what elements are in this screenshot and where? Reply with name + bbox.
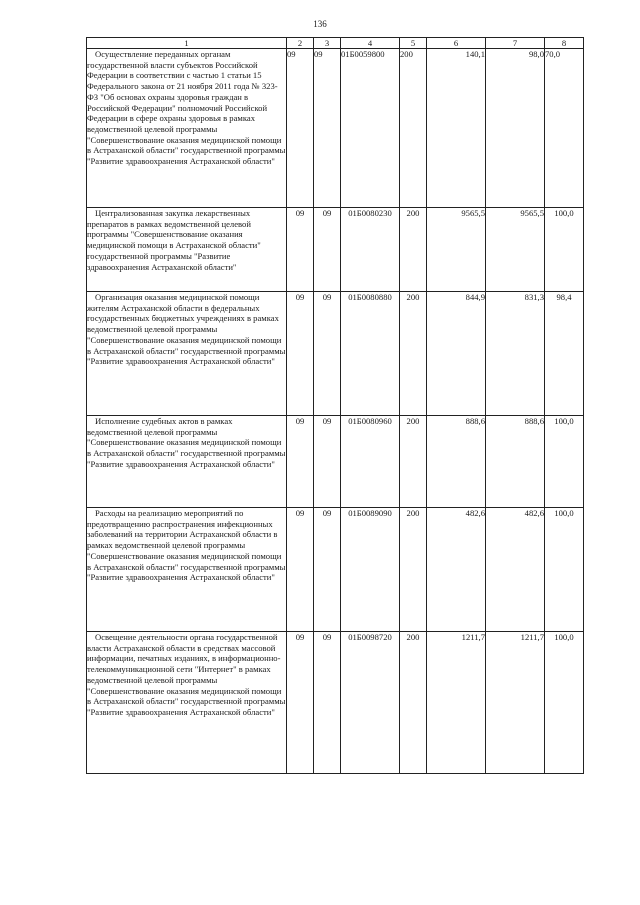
actual-amount-cell: 888,6 — [486, 416, 545, 508]
subsection-code-cell: 09 — [314, 49, 341, 208]
subsection-code-cell: 09 — [314, 508, 341, 632]
column-header: 8 — [545, 38, 584, 49]
planned-amount-cell: 482,6 — [427, 508, 486, 632]
expense-type-cell: 200 — [400, 632, 427, 774]
header-row — [87, 38, 584, 49]
expense-type-cell: 200 — [400, 49, 427, 208]
subsection-code-cell: 09 — [314, 416, 341, 508]
target-article-cell: 01Б0098720 — [341, 632, 400, 774]
actual-amount-cell: 1211,7 — [486, 632, 545, 774]
row-description: Организация оказания медицинской помощи жителям Астраханской области в федеральных государственных бюджетных учреждениях в рамках ведомственной целевой программы "Совершенствование оказания медицинской помощи в Астраханской области" государственной программы "Развитие здравоохранения Астраханской области" — [87, 292, 286, 367]
planned-amount-cell: 140,1 — [427, 49, 486, 208]
description-cell — [87, 49, 287, 208]
planned-amount-cell: 888,6 — [427, 416, 486, 508]
target-article-cell: 01Б0089090 — [341, 508, 400, 632]
table-row — [87, 416, 584, 508]
expense-type-cell: 200 — [400, 208, 427, 292]
target-article-cell: 01Б0080230 — [341, 208, 400, 292]
actual-amount-cell: 482,6 — [486, 508, 545, 632]
column-header: 2 — [287, 38, 314, 49]
expense-type-cell: 200 — [400, 508, 427, 632]
column-header: 3 — [314, 38, 341, 49]
table-row — [87, 49, 584, 208]
subsection-code-cell: 09 — [314, 208, 341, 292]
column-header: 6 — [427, 38, 486, 49]
row-description: Исполнение судебных актов в рамках ведомственной целевой программы "Совершенствование оказания медицинской помощи в Астраханской области" государственной программы "Развитие здравоохранения Астраханской области" — [87, 416, 286, 469]
planned-amount-cell: 1211,7 — [427, 632, 486, 774]
description-cell — [87, 632, 287, 774]
table-row — [87, 508, 584, 632]
row-description: Расходы на реализацию мероприятий по предотвращению распространения инфекционных заболеваний на территории Астраханской области в рамках ведомственной целевой программы "Совершенствование оказания медицинской помощи в Астраханской области" государственной программы "Развитие здравоохранения Астраханской области" — [87, 508, 286, 583]
target-article-cell: 01Б0059800 — [341, 49, 400, 208]
description-cell — [87, 416, 287, 508]
percent-cell: 100,0 — [545, 416, 584, 508]
row-description: Осуществление переданных органам государственной власти субъектов Российской Федерации в соответствии с частью 1 статьи 15 Федерального закона от 21 ноября 2011 года № 323-ФЗ "Об основах охраны здоровья граждан в Российской Федерации" полномочий Российской Федерации в сфере охраны здоровья в рамках ведомственной целевой программы "Совершенствование оказания медицинской помощи в Астраханской области" государственной программы "Развитие здравоохранения Астраханской области" — [87, 49, 286, 167]
percent-cell: 100,0 — [545, 632, 584, 774]
expense-type-cell: 200 — [400, 416, 427, 508]
actual-amount-cell: 9565,5 — [486, 208, 545, 292]
target-article-cell: 01Б0080880 — [341, 292, 400, 416]
section-code-cell: 09 — [287, 508, 314, 632]
description-cell — [87, 292, 287, 416]
percent-cell: 100,0 — [545, 508, 584, 632]
description-cell — [87, 208, 287, 292]
column-header: 7 — [486, 38, 545, 49]
actual-amount-cell: 831,3 — [486, 292, 545, 416]
description-cell — [87, 508, 287, 632]
row-description: Централизованная закупка лекарственных препаратов в рамках ведомственной целевой программы "Совершенствование оказания медицинской помощи в Астраханской области" государственной программы "Развитие здравоохранения Астраханской области" — [87, 208, 261, 272]
section-code-cell: 09 — [287, 416, 314, 508]
table-row — [87, 208, 584, 292]
percent-cell: 98,4 — [545, 292, 584, 416]
target-article-cell: 01Б0080960 — [341, 416, 400, 508]
percent-cell: 100,0 — [545, 208, 584, 292]
column-header: 5 — [400, 38, 427, 49]
actual-amount-cell: 98,0 — [486, 49, 545, 208]
section-code-cell: 09 — [287, 292, 314, 416]
planned-amount-cell: 9565,5 — [427, 208, 486, 292]
subsection-code-cell: 09 — [314, 632, 341, 774]
table-row — [87, 632, 584, 774]
planned-amount-cell: 844,9 — [427, 292, 486, 416]
page-number: 136 — [313, 19, 327, 29]
expense-type-cell: 200 — [400, 292, 427, 416]
table-row — [87, 292, 584, 416]
row-description: Освещение деятельности органа государственной власти Астраханской области в средствах массовой информации, печатных изданиях, в информационно-телекоммуникационной сети "Интернет" в рамках ведомственной целевой программы "Совершенствование оказания медицинской помощи в Астраханской области" государственной программы "Развитие здравоохранения Астраханской области" — [87, 632, 286, 717]
column-header: 1 — [87, 38, 287, 49]
percent-cell: 70,0 — [545, 49, 584, 208]
section-code-cell: 09 — [287, 49, 314, 208]
section-code-cell: 09 — [287, 632, 314, 774]
column-header: 4 — [341, 38, 400, 49]
budget-table — [86, 37, 584, 774]
section-code-cell: 09 — [287, 208, 314, 292]
subsection-code-cell: 09 — [314, 292, 341, 416]
